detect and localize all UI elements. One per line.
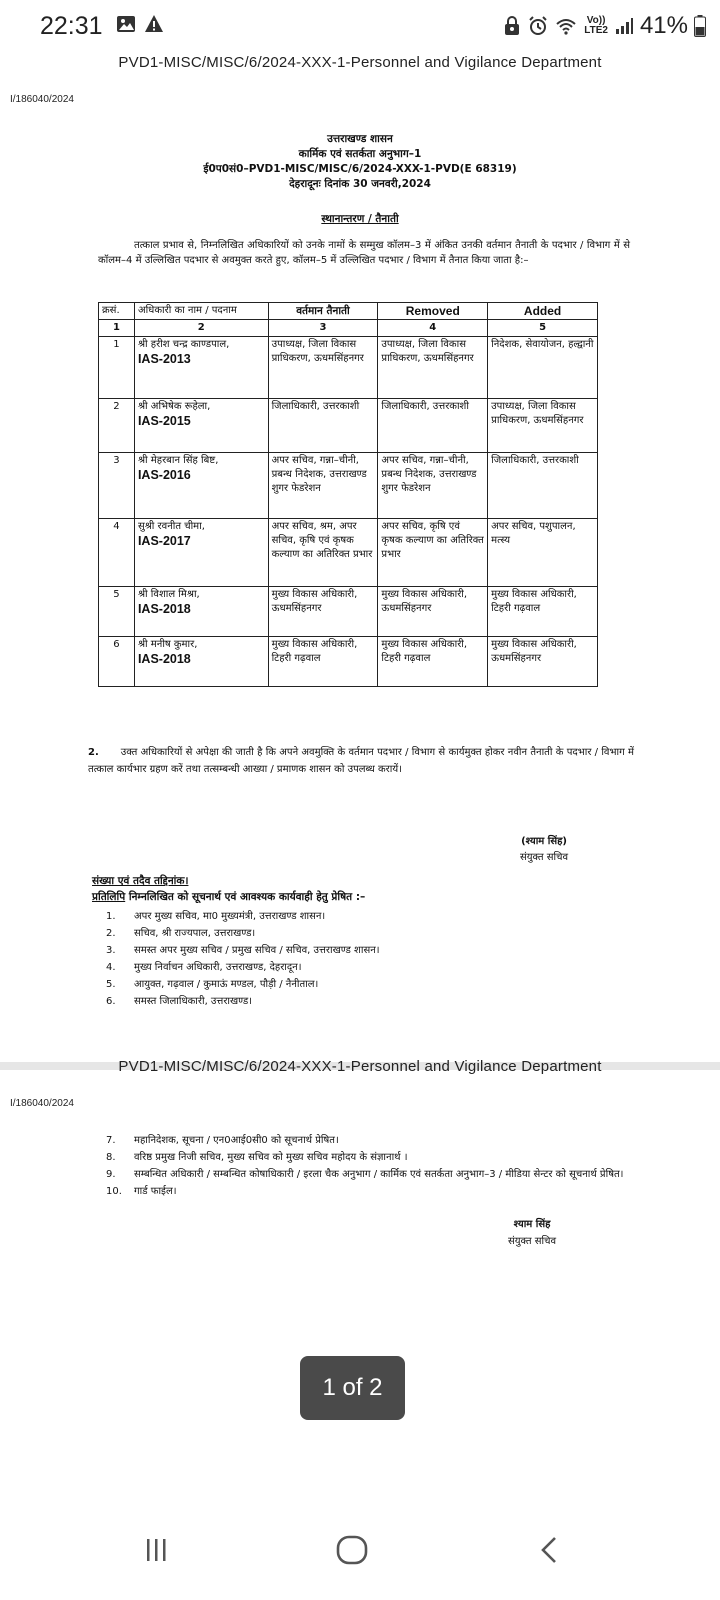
row-removed: अपर सचिव, कृषि एवं कृषक कल्याण का अतिरिक्त प्रभार: [378, 519, 488, 587]
intro-paragraph: तत्काल प्रभाव से, निम्नलिखित अधिकारियों को उनके नामों के सम्मुख कॉलम–3 में अंकित उनकी वर्तमान तैनाती के पदभार / विभाग में से कॉलम–4 में उल्लिखित पदभार से अवमुक्त करते हुए, कॉलम–5 में उल्लिखित पदभार / विभाग में तैनात किया जाता है:–: [98, 240, 630, 266]
status-left-icons: [116, 14, 164, 34]
row-current: अपर सचिव, गन्ना–चीनी, प्रबन्ध निदेशक, उत्तराखण्ड शुगर फेडरेशन: [268, 453, 378, 519]
home-button[interactable]: [322, 1520, 382, 1580]
row-officer: [134, 399, 268, 453]
signal-icon: [614, 16, 634, 36]
reference-line: संख्या एवं तदैव तद्दिनांक।: [92, 875, 189, 887]
list-item: [106, 1183, 626, 1200]
list-number: 4.: [106, 962, 116, 973]
list-item: [106, 1132, 626, 1149]
header-removed: Removed: [378, 303, 488, 320]
copy-text: निम्नलिखित को सूचनार्थ एवं आवश्यक कार्यवाही हेतु प्रेषित :–: [128, 891, 366, 903]
list-text: अपर मुख्य सचिव, मा0 मुख्यमंत्री, उत्तराखण्ड शासन।: [134, 911, 326, 922]
row-added: मुख्य विकास अधिकारी, ऊधमसिंहनगर: [488, 637, 598, 687]
table-row: [99, 519, 598, 587]
signatory-name: (श्याम सिंह): [521, 836, 567, 847]
copy-list: [106, 908, 626, 1010]
list-item: [106, 1149, 626, 1166]
back-icon: [535, 1535, 565, 1565]
signatory-name: श्याम सिंह: [513, 1219, 551, 1230]
row-officer: [134, 337, 268, 399]
officer-batch: IAS-2018: [137, 652, 191, 666]
header-added: Added: [488, 303, 598, 320]
row-sn: 5: [99, 587, 135, 637]
list-number: 6.: [106, 996, 116, 1007]
colnum: 1: [99, 320, 135, 337]
battery-icon: [694, 15, 706, 37]
list-item: [106, 993, 626, 1010]
signatory-title: संयुक्त सचिव: [508, 1236, 557, 1247]
list-number: 5.: [106, 979, 116, 990]
row-sn: 4: [99, 519, 135, 587]
copy-to-line: [92, 890, 365, 904]
officer-batch: IAS-2018: [137, 602, 191, 616]
row-removed: जिलाधिकारी, उत्तरकाशी: [378, 399, 488, 453]
row-added: जिलाधिकारी, उत्तरकाशी: [488, 453, 598, 519]
list-item: [106, 959, 626, 976]
table-row: [99, 337, 598, 399]
list-text: गार्ड फाईल।: [134, 1186, 177, 1197]
officer-batch: IAS-2013: [137, 352, 191, 366]
table-row: [99, 453, 598, 519]
page-header: PVD1-MISC/MISC/6/2024-XXX-1-Personnel and Vigilance Department: [118, 54, 602, 71]
colnum: 4: [378, 320, 488, 337]
officer-name: श्री मेहरबान सिंह बिष्ट,: [137, 455, 219, 466]
row-officer: [134, 637, 268, 687]
colnum: 2: [134, 320, 268, 337]
table-row: [99, 399, 598, 453]
row-added: अपर सचिव, पशुपालन, मत्स्य: [488, 519, 598, 587]
list-number: 7.: [106, 1135, 116, 1146]
status-right: [502, 12, 706, 40]
gallery-icon: [116, 14, 136, 34]
list-text: मुख्य निर्वाचन अधिकारी, उत्तराखण्ड, देहरादून।: [134, 962, 302, 973]
list-text: वरिष्ठ प्रमुख निजी सचिव, मुख्य सचिव को मुख्य सचिव महोदय के संज्ञानार्थ ।: [134, 1152, 408, 1163]
signature-block: [520, 834, 568, 866]
table-row: [99, 637, 598, 687]
list-text: सचिव, श्री राज्यपाल, उत्तराखण्ड।: [134, 928, 256, 939]
officer-batch: IAS-2015: [137, 414, 191, 428]
list-text: समस्त जिलाधिकारी, उत्तराखण्ड।: [134, 996, 253, 1007]
list-item: [106, 1166, 626, 1183]
copy-label: प्रतिलिपि: [92, 891, 126, 903]
row-added: निदेशक, सेवायोजन, हल्द्वानी: [488, 337, 598, 399]
letterhead: [0, 132, 720, 192]
officer-name: श्री अभिषेक रूहेला,: [137, 401, 211, 412]
officer-batch: IAS-2016: [137, 468, 191, 482]
officer-name: श्री हरीश चन्द्र काण्डपाल,: [137, 339, 230, 350]
row-added: उपाध्यक्ष, जिला विकास प्राधिकरण, ऊधमसिंहनगर: [488, 399, 598, 453]
row-current: उपाध्यक्ष, जिला विकास प्राधिकरण, ऊधमसिंहनगर: [268, 337, 378, 399]
row-officer: [134, 453, 268, 519]
row-sn: 1: [99, 337, 135, 399]
table-colnum-row: [99, 320, 598, 337]
reference-number: I/186040/2024: [10, 94, 74, 105]
back-button[interactable]: [520, 1520, 580, 1580]
row-added: मुख्य विकास अधिकारी, टिहरी गढ़वाल: [488, 587, 598, 637]
signature-block: [508, 1216, 556, 1250]
list-item: [106, 976, 626, 993]
colnum: 5: [488, 320, 598, 337]
row-current: मुख्य विकास अधिकारी, ऊधमसिंहनगर: [268, 587, 378, 637]
officer-name: श्री मनीष कुमार,: [137, 639, 198, 650]
page-indicator: 1 of 2: [300, 1356, 405, 1420]
officer-name: श्री विशाल मिश्रा,: [137, 589, 200, 600]
network-type: Vo)) LTE2: [584, 15, 608, 36]
row-officer: [134, 519, 268, 587]
status-bar: [0, 0, 720, 52]
page-header: PVD1-MISC/MISC/6/2024-XXX-1-Personnel and Vigilance Department: [118, 1058, 602, 1075]
officer-name: सुश्री रवनीत चीमा,: [137, 521, 205, 532]
list-text: समस्त अपर मुख्य सचिव / प्रमुख सचिव / सचिव, उत्तराखण्ड शासन।: [134, 945, 380, 956]
row-officer: [134, 587, 268, 637]
reference-number: I/186040/2024: [10, 1098, 74, 1109]
department-name: कार्मिक एवं सतर्कता अनुभाग–1: [298, 148, 422, 160]
header-current: वर्तमान तैनाती: [268, 303, 378, 320]
row-current: मुख्य विकास अधिकारी, टिहरी गढ़वाल: [268, 637, 378, 687]
list-number: 2.: [106, 928, 116, 939]
warning-icon: [144, 14, 164, 34]
colnum: 3: [268, 320, 378, 337]
place-date: देहरादूनः दिनांक 30 जनवरी,2024: [289, 178, 431, 190]
transfer-table: [98, 302, 598, 687]
paragraph-2: [88, 744, 634, 778]
signatory-title: संयुक्त सचिव: [520, 852, 569, 863]
row-sn: 3: [99, 453, 135, 519]
wifi-icon: [554, 16, 578, 36]
header-officer: अधिकारी का नाम / पदनाम: [134, 303, 268, 320]
table-row: [99, 587, 598, 637]
battery-percent: 41%: [639, 12, 688, 39]
row-sn: 6: [99, 637, 135, 687]
paragraph-text: उक्त अधिकारियों से अपेक्षा की जाती है कि अपने अवमुक्ति के वर्तमान पदभार / विभाग से कार्यमुक्त होकर नवीन तैनाती के पदभार / विभाग में तत्काल कार्यभार ग्रहण करें तथा तत्सम्बन्धी आख्या / प्रमाणक शासन को उपलब्ध करायें।: [88, 747, 634, 775]
list-number: 1.: [106, 911, 116, 922]
list-item: [106, 925, 626, 942]
document-page-1: [0, 52, 720, 1062]
status-time: 22:31: [40, 12, 103, 40]
lock-icon: [502, 16, 522, 36]
list-number: 9.: [106, 1169, 116, 1180]
header-sn: क्रसं.: [99, 303, 135, 320]
row-current: अपर सचिव, श्रम, अपर सचिव, कृषि एवं कृषक कल्याण का अतिरिक्त प्रभार: [268, 519, 378, 587]
list-text: महानिदेशक, सूचना / एन0आई0सी0 को सूचनार्थ प्रेषित।: [134, 1135, 339, 1146]
row-removed: उपाध्यक्ष, जिला विकास प्राधिकरण, ऊधमसिंहनगर: [378, 337, 488, 399]
alarm-icon: [528, 16, 548, 36]
row-sn: 2: [99, 399, 135, 453]
row-removed: मुख्य विकास अधिकारी, ऊधमसिंहनगर: [378, 587, 488, 637]
row-current: जिलाधिकारी, उत्तरकाशी: [268, 399, 378, 453]
list-number: 8.: [106, 1152, 116, 1163]
list-number: 10.: [106, 1186, 122, 1197]
row-removed: मुख्य विकास अधिकारी, टिहरी गढ़वाल: [378, 637, 488, 687]
paragraph-number: 2.: [88, 747, 99, 758]
list-text: सम्बन्धित अधिकारी / सम्बन्धित कोषाधिकारी / इरला चैक अनुभाग / कार्मिक एवं सतर्कता अनुभाग–3 / मीडिया सेन्टर को सूचनार्थ प्रेषित।: [134, 1169, 624, 1180]
list-number: 3.: [106, 945, 116, 956]
list-text: आयुक्त, गढ़वाल / कुमाऊं मण्डल, पौड़ी / नैनीताल।: [134, 979, 319, 990]
home-icon: [335, 1533, 369, 1567]
table-header-row: [99, 303, 598, 320]
row-removed: अपर सचिव, गन्ना–चीनी, प्रबन्ध निदेशक, उत्तराखण्ड शुगर फेडरेशन: [378, 453, 488, 519]
navigation-bar: [0, 1500, 720, 1600]
list-item: [106, 942, 626, 959]
subject-heading: स्थानान्तरण / तैनाती: [321, 213, 399, 225]
recents-icon: [141, 1535, 171, 1565]
file-number: ई0प0सं0–PVD1-MISC/MISC/6/2024-XXX-1-PVD(E 68319): [203, 163, 517, 175]
govt-name: उत्तराखण्ड शासन: [327, 133, 393, 145]
list-item: [106, 908, 626, 925]
officer-batch: IAS-2017: [137, 534, 191, 548]
recents-button[interactable]: [126, 1520, 186, 1580]
copy-list-continued: [106, 1132, 626, 1200]
